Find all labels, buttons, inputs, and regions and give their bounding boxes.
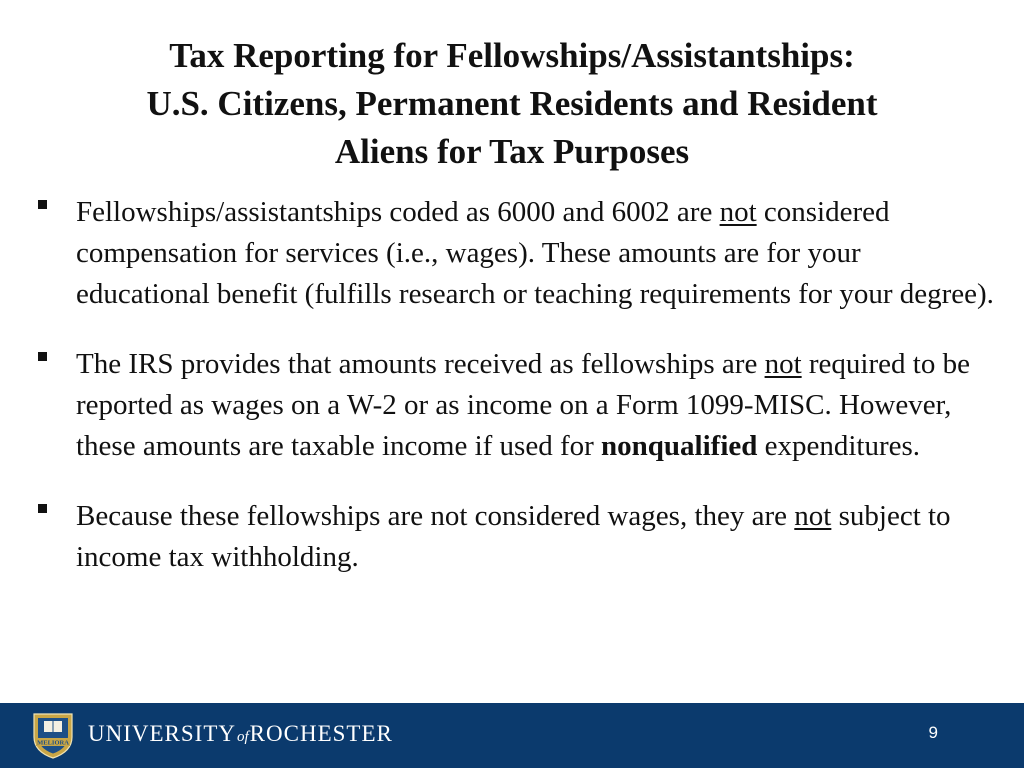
university-wordmark — [88, 719, 393, 752]
title-line-2: U.S. Citizens, Permanent Residents and Resident — [146, 84, 878, 123]
bullet-3-underlined-not: not — [794, 500, 832, 532]
page-number: 9 — [928, 723, 938, 742]
bullet-list — [38, 192, 998, 607]
footer-bar — [0, 703, 1024, 768]
title-line-3: Aliens for Tax Purposes — [334, 132, 690, 171]
slide-title — [40, 32, 984, 176]
wordmark-of: of — [237, 729, 249, 745]
bullet-2-text-a: The IRS provides that amounts received as fellowships are — [76, 348, 765, 380]
square-bullet-icon — [38, 200, 47, 209]
square-bullet-icon — [38, 352, 47, 361]
bullet-1-underlined-not: not — [719, 196, 757, 228]
bullet-2-bold-nonqualified: nonqualified — [601, 430, 758, 462]
bullet-item-1 — [38, 192, 998, 315]
bullet-2-underlined-not: not — [764, 348, 802, 380]
bullet-item-2 — [38, 344, 998, 467]
wordmark-university: UNIVERSITY — [88, 721, 236, 746]
seal-motto: MELIORA — [37, 739, 69, 747]
bullet-3-text-a: Because these fellowships are not considered wages, they are — [76, 500, 795, 532]
bullet-1-text-a: Fellowships/assistantships coded as 6000 and 6002 are — [76, 196, 720, 228]
bullet-3-text-b: subject to income tax withholding. — [76, 500, 951, 573]
bullet-1-text-b: considered compensation for services (i.e., wages). These amounts are for your educational benefit (fulfills research or teaching requirements for your degree). — [76, 196, 994, 310]
wordmark-rochester: ROCHESTER — [249, 721, 393, 746]
bullet-item-3 — [38, 496, 998, 578]
bullet-2-text-b: required to be reported as wages on a W-2 or as income on a Form 1099-MISC. However, these amounts are taxable income if used for — [76, 348, 970, 462]
title-line-1: Tax Reporting for Fellowships/Assistantships: — [169, 36, 855, 75]
bullet-2-text-c: expenditures. — [757, 430, 921, 462]
university-seal-icon — [30, 711, 76, 759]
square-bullet-icon — [38, 504, 47, 513]
